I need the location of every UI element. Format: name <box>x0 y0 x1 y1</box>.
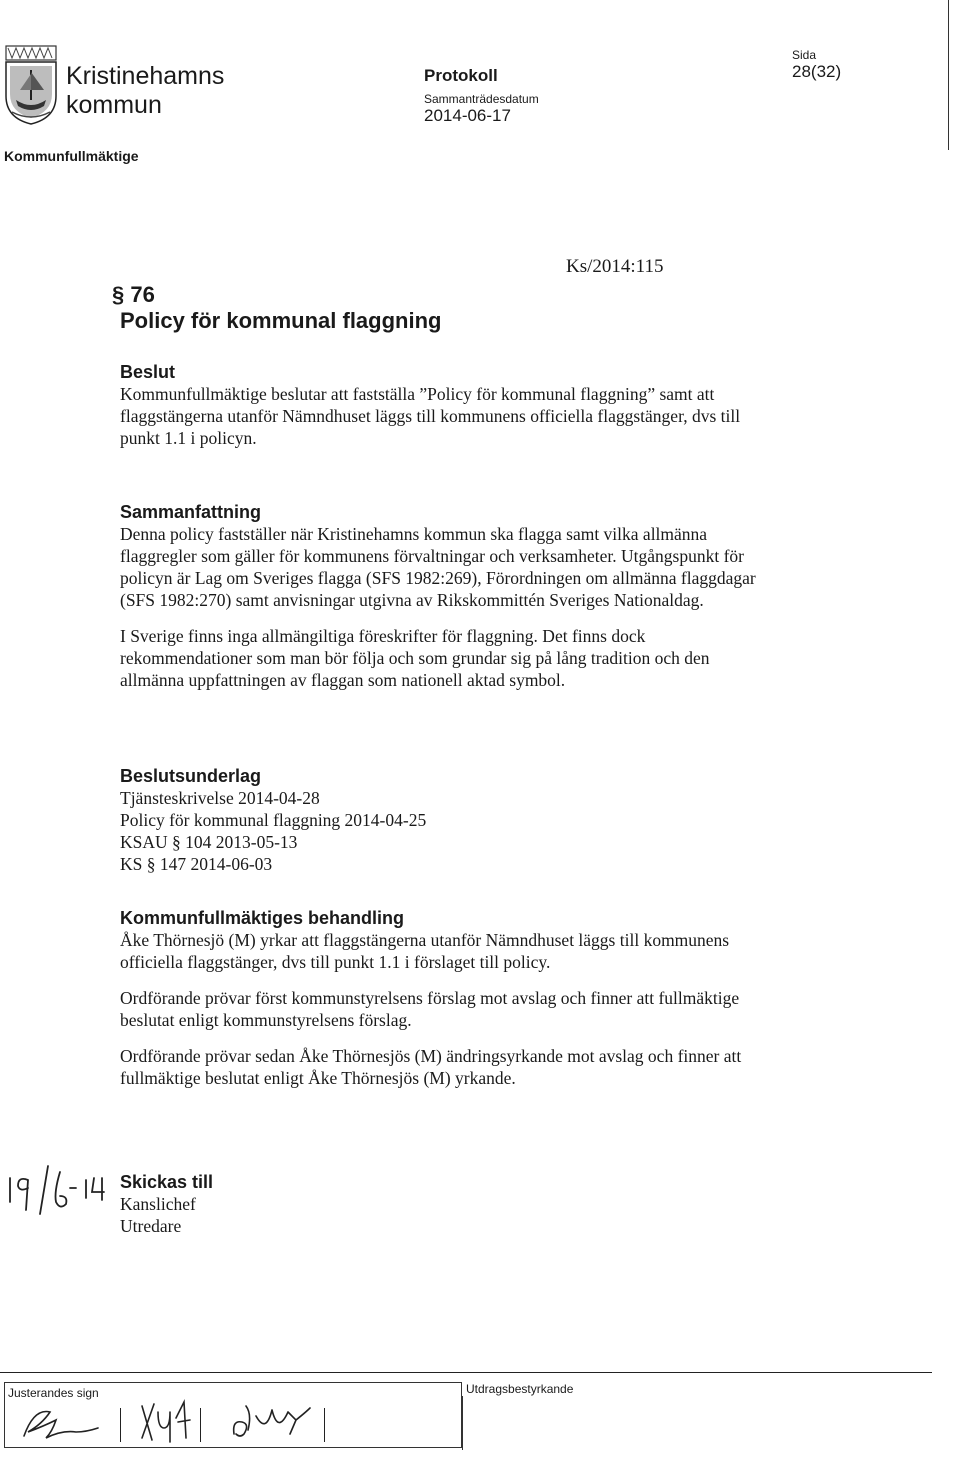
section-sammanfattning <box>120 502 760 691</box>
paragraph-number-value: 76 <box>130 282 155 307</box>
document-type: Protokoll <box>424 66 498 85</box>
page-number: 28(32) <box>792 62 842 81</box>
case-number: Ks/2014:115 <box>566 256 664 277</box>
body-name: Kommunfullmäktige <box>4 148 139 164</box>
date-label: Sammanträdesdatum <box>424 92 539 106</box>
list-item: KS § 147 2014-06-03 <box>120 854 273 874</box>
section-heading: Kommunfullmäktiges behandling <box>120 908 405 928</box>
section-heading: Beslutsunderlag <box>120 766 262 786</box>
utdrag-divider <box>462 1396 463 1450</box>
signature-divider <box>324 1408 325 1442</box>
header-vertical-rule <box>948 0 949 150</box>
recipient: Kanslichef <box>120 1194 196 1214</box>
section-text: Kommunfullmäktige beslutar att fastställa ”Policy för kommunal flaggning” samt att flaggstängerna utanför Nämndhuset läggs till kommunens officiella flaggstänger, dvs till punkt 1.1 i policyn. <box>120 384 741 448</box>
section-text: Åke Thörnesjö (M) yrkar att flaggstängerna utanför Nämndhuset läggs till kommunens officiella flaggstänger, dvs till punkt 1.1 i förslaget till policy. <box>120 930 730 972</box>
justerandes-sign-label: Justerandes sign <box>8 1386 99 1400</box>
section-text: Ordförande prövar först kommunstyrelsens förslag mot avslag och finner att fullmäktige beslutat enligt kommunstyrelsens förslag. <box>120 988 740 1030</box>
section-beslutsunderlag <box>120 766 760 875</box>
recipient: Utredare <box>120 1216 182 1236</box>
section-skickas-till <box>120 1172 760 1237</box>
paragraph-number: § 76 <box>112 282 155 307</box>
signature-2 <box>136 1398 196 1446</box>
case-title: Policy för kommunal flaggning <box>120 308 442 333</box>
section-heading: Beslut <box>120 362 176 382</box>
list-item: Policy för kommunal flaggning 2014-04-25 <box>120 810 427 830</box>
section-behandling <box>120 908 760 1089</box>
footer-rule <box>0 1372 932 1373</box>
signature-3 <box>226 1400 318 1444</box>
list-item: KSAU § 104 2013-05-13 <box>120 832 298 852</box>
signature-divider <box>200 1408 201 1442</box>
section-beslut <box>120 362 760 449</box>
organization-name-line2: kommun <box>66 91 162 119</box>
section-heading: Sammanfattning <box>120 502 262 522</box>
section-text: Ordförande prövar sedan Åke Thörnesjös (M) ändringsyrkande mot avslag och finner att fullmäktige beslutat enligt Åke Thörnesjös (M) yrkande. <box>120 1046 742 1088</box>
handwritten-date <box>4 1158 116 1222</box>
signature-divider <box>120 1408 121 1442</box>
section-heading: Skickas till <box>120 1172 214 1192</box>
section-text: Denna policy fastställer när Kristinehamns kommun ska flagga samt vilka allmänna flaggregler som gäller för kommunens förvaltningar och verksamheter. Utgångspunkt för policyn är Lag om Sveriges flagga (SFS 1982:269), Förordningen om allmänna flaggdagar (SFS 1982:270) samt anvisningar utgivna av Rikskommittén Sveriges Nationaldag. <box>120 524 756 610</box>
coat-of-arms-logo <box>4 44 58 126</box>
meeting-date: 2014-06-17 <box>424 106 511 125</box>
page-label: Sida <box>792 48 817 62</box>
organization-name-line1: Kristinehamns <box>66 62 225 90</box>
organization-name <box>66 62 224 120</box>
list-item: Tjänsteskrivelse 2014-04-28 <box>120 788 320 808</box>
utdragsbestyrkande-label: Utdragsbestyrkande <box>466 1382 574 1396</box>
section-text: I Sverige finns inga allmängiltiga föreskrifter för flaggning. Det finns dock rekommendationer som man bör följa och som grundar sig på lång tradition och den allmänna uppfattningen av flaggan som nationell aktad symbol. <box>120 626 710 690</box>
signature-1 <box>16 1402 108 1446</box>
